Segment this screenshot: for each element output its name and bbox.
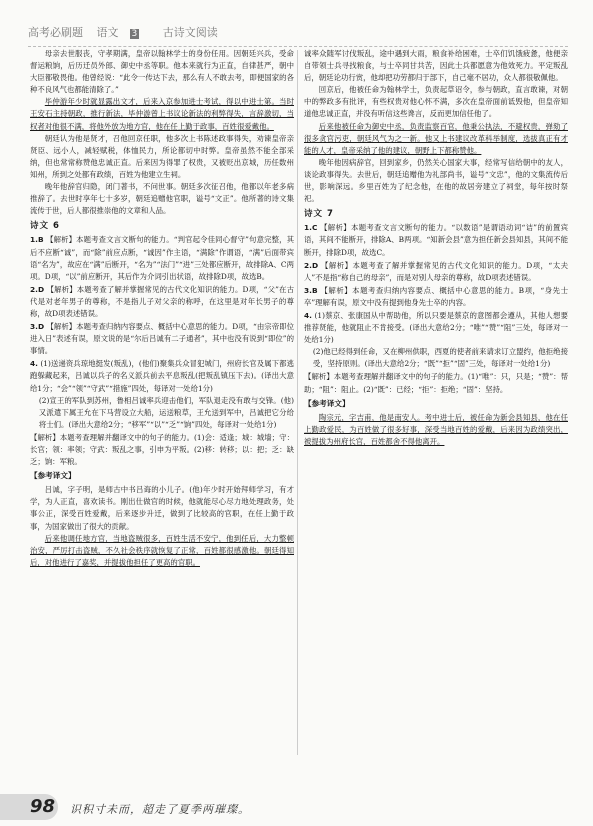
answer-number: 4. [30, 359, 38, 369]
translation-paragraph: 吕诚，字子明，是师古中书吕诲的小儿子。(他)年少时开始拜师学习，有才学，为人正直，喜欢读书。刚出仕做官的时候，他就能尽心尽力地处理政务，处事公正，深受百姓爱戴，后来逐步升迁，做到了比较高的官职，在任上勤于政事，为国家做出了很大的贡献。 [30, 485, 294, 531]
translation-paragraph: 晚年他辞官归隐，闭门著书，不问世事。朝廷多次征召他，他都以年老多病推辞了。去世时享年七十多岁，朝廷追赠他官职，谥号“文正”。他所著的诗文集流传于世，后人都很推崇他的文章和人品。 [30, 182, 294, 216]
section-title: 古诗文阅读 [162, 26, 218, 39]
answer-number: 3.D [30, 322, 45, 332]
translation-paragraph: 毕仲游年少时就显露出文才，后来入京参加进士考试，得以中进士第。当时王安石主持朝政，推行新法，毕仲游曾上书议论新法的利弊得失，言辞激切，当权者对他很不满，将他外放为地方官，他在任上勤于政事，百姓很爱戴他。 [30, 97, 294, 131]
answer-text: 【解析】本题考查了解并掌握常见的古代文化知识的能力。D项，“太夫人”不是指“称自己的母亲”，而是对别人母亲的尊称，故D项表述错误。 [304, 260, 568, 282]
translation-paragraph: 母亲去世服丧，守孝期满，皇帝以翰林学士的身份任用。因朝廷兴兵，受命督运粮饷，后历迁员外郎、御史中丞等职。他本来就行为正直，自律甚严，朝中大臣都敬畏他。他曾经说：“此令一传达下去，那么有人不敢去考，即便国家的各种不良风气也都能清除了。” [30, 49, 294, 95]
page-number: 98 [30, 796, 56, 817]
section-heading: 诗文 6 [30, 221, 60, 232]
analysis-text: 【解析】本题考查理解并翻译文中的句子的能力。(1)会：适逢；城：城墙；守：长官；领：率领；守武：叛乱之事，引申为平叛。(2)移：转移；以：把；乏：缺乏；饷：军粮。 [30, 432, 294, 467]
answer-subitem: (2)宣王的军队到苏州，鲁相吕诚率兵迎击他们，军队退走没有敢与交锋。(他)又派遣下属王允在下马营设立大船，运送粮草，王允送到军中，吕诚把它分给将士们。(译出大意给2分；“移军”“以”“乏”“饷”四处，每译对一处给1分) [38, 395, 294, 429]
answer-number: 2.D [30, 284, 45, 294]
translation-paragraph: 晚年他因病辞官，回到家乡，仍然关心国家大事，经常写信给朝中的友人，谈论政事得失。去世后，朝廷追赠他为礼部尚书，谥号“文忠”，他的文集流传后世，影响深远。乡里百姓为了纪念他，在他的故居旁建立了祠堂，每年按时祭祀。 [304, 157, 568, 204]
reference-translation-heading: 【参考译文】 [304, 398, 350, 408]
answer-item [304, 310, 568, 346]
answer-text: (1)蔡京、张康国从中帮助他，所以只要是蔡京的意图都会遵从，其他人想要推荐贤能，他就阻止不肯接受。(译出大意给2分；“唯”“赞”“阻”三处，每译对一处给1分) [304, 310, 568, 345]
translation-paragraph: 后来他被任命为御史中丞，负责监察百官，他秉公执法，不避权贵，弹劾了很多贪官污吏，朝廷风气为之一新。他又上书建议改革科举制度，选拔真正有才能的人才，皇帝采纳了他的建议，朝野上下都称赞他。 [304, 121, 568, 155]
answer-item [30, 234, 294, 282]
translation-paragraph: 回京后，他被任命为翰林学士，负责起草诏令，参与朝政，直言敢谏，对朝中的弊政多有批评，有些权贵对他心怀不满，多次在皇帝面前诋毁他，但皇帝知道他忠诚正直，并没有听信这些谗言，反而更加信任他了。 [304, 85, 568, 119]
column-divider [297, 50, 298, 755]
answer-item [30, 284, 294, 320]
answer-item [30, 358, 294, 394]
answer-text: 【解析】本题考查了解并掌握常见的古代文化知识的能力。D项，“父”在古代是对老年男子的尊称，不是指儿子对父亲的称呼，在这里是对年长男子的尊称，故D项表述错误。 [30, 284, 294, 318]
answer-number: 4. [304, 310, 312, 320]
volume-badge: 3 [131, 29, 138, 39]
book-title: 高考必刷题 [28, 26, 83, 39]
answer-item [304, 222, 568, 258]
answer-text: 【解析】本题考查文言文断句的能力。“判官起令佳同心督守”句意完整，其后不应断“诚”，而“除”前应点断，“诚因”作主语，“满除”作谓语，“满”后面带宾语“名为”，故应在“满”后断开，“名为”“法门”“进”三处都应断开，故排除A、C两项。D项，“以”前应断开，其后作为介词引出状语，故排除D项，故选B。 [30, 235, 294, 281]
answer-text: (1)送递资兵琼地挺发(叛乱)，(他们)聚集兵众冒犯城门，州府长官及属下都逃跑躲藏起来，吕诚以兵子的名义派兵前去平息叛乱(把叛乱镇压下去)。(译出大意给1分；“会”“领”“守武”“措施”四处，每译对一处给1分) [30, 359, 294, 393]
answer-item [30, 321, 294, 357]
answer-text: 【解析】本题考查归纳内容要点、概括中心意思的能力。D项，“由宗帝即位进入日”表述有误，原文说的是“尔后吕诚有二子通者”，其中也没有说到“即位”的事情。 [30, 322, 294, 356]
answer-text: 【解析】本题考查归纳内容要点、概括中心意思的能力。B项，“身先士卒”理解有误，原文中没有提到他身先士卒的内容。 [304, 285, 568, 307]
handwritten-slogan: 识积寸未而，超走了夏季两璀璨。 [70, 803, 250, 816]
answer-text: 【解析】本题考查文言文断句的能力。“以数语”是谓语动词“诘”的前置宾语，其间不能断开，排除A、B两项。“知新会县”意为担任新会县知县，其间不能断开，排除D项，故选C。 [304, 223, 568, 257]
translation-paragraph: 朝廷认为他是贤才，召他回京任职，他多次上书陈述政事得失，劝谏皇帝亲贤臣、远小人，减轻赋税，体恤民力，所论都切中时弊。皇帝虽然不能全部采纳，但也常常称赞他忠诚正直。后来因为得罪了权贵，又被贬出京城，历任数州知州，所到之处都有政绩，百姓为他建立生祠。 [30, 133, 294, 179]
answer-number: 1.B [30, 235, 44, 245]
section-heading: 诗文 7 [304, 209, 334, 220]
analysis-text: 【解析】本题考查理解并翻译文中的句子的能力。(1)“唯”：只，只是；“赞”：帮助；“阻”：阻止。(2)“既”：已经；“拒”：拒绝；“固”：坚持。 [304, 372, 568, 394]
right-column [304, 48, 568, 758]
answer-subitem: (2)他已经得到任命，又在柳州供职，西夏的使者前来请求订立盟约，他拒绝接受，坚持原则。(译出大意给2分；“既”“拒”“固”三处，每译对一处给1分) [312, 347, 568, 369]
page-header [28, 24, 568, 47]
answer-number: 2.D [304, 260, 319, 270]
reference-translation-heading: 【参考译文】 [30, 471, 76, 481]
translation-paragraph: 诚率众随军讨伐叛乱，途中遇到大雨，粮食补给困难，士卒们饥饿疲惫，他便亲自带领士兵寻找粮食，与士卒同甘共苦，因此士兵都愿意为他效死力。平定叛乱后，朝廷论功行赏，他却把功劳都归于部下，自己毫不居功，众人都很敬佩他。 [304, 49, 568, 83]
translation-paragraph: 陶宗元，字吉甫，他是南安人。考中进士后，被任命为新会县知县，他在任上勤政爱民，为百姓做了很多好事，深受当地百姓的爱戴，后来因为政绩突出，被提拔为州府长官，百姓都舍不得他离开。 [304, 412, 568, 446]
answer-number: 1.C [304, 223, 318, 233]
answer-item [304, 260, 568, 284]
translation-paragraph: 后来他调任地方官，当地盗贼很多，百姓生活不安宁，他到任后，大力整顿治安，严厉打击盗贼，不久社会秩序就恢复了正常，百姓都很感激他。朝廷得知后，对他进行了嘉奖，并提拔他担任了更高的官职。 [30, 533, 294, 567]
subject-name: 语文 [96, 26, 119, 39]
left-column [30, 48, 294, 758]
answer-number: 3.B [304, 285, 318, 295]
answer-item [304, 285, 568, 309]
subject-label [97, 24, 150, 40]
